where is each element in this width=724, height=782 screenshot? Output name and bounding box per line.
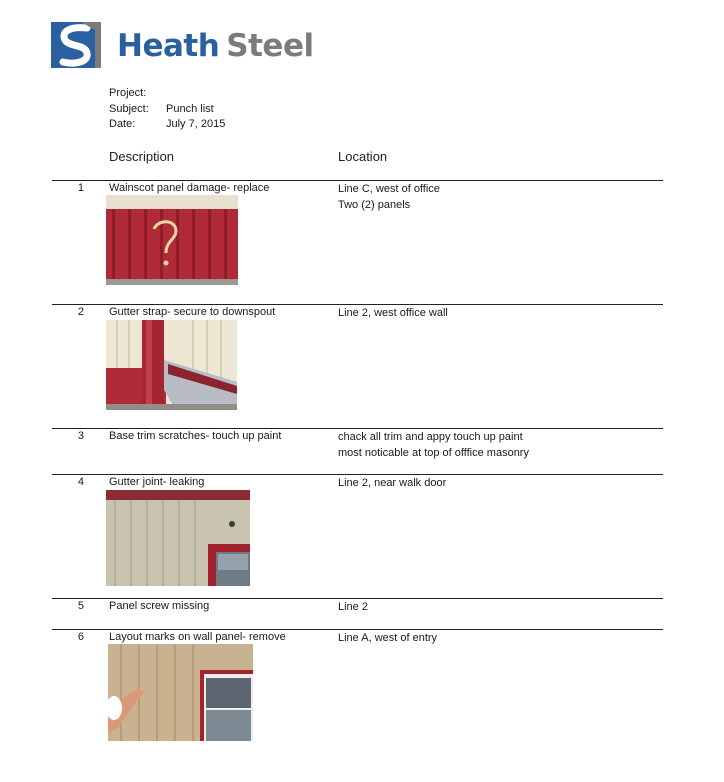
item-number: 4 [77,476,84,488]
item-number: 5 [77,600,84,612]
item-description: Layout marks on wall panel- remove [109,631,286,643]
item-location-line: Two (2) panels [338,199,411,211]
photo-beige-wall-door [106,490,250,586]
item-description: Gutter strap- secure to downspout [109,306,276,318]
item-location-line: chack all trim and appy touch up paint [338,431,523,443]
item-location-line: most noticable at top of offfice masonry [338,447,529,459]
item-location [338,429,529,461]
brand-word-heath: Heath [117,28,220,64]
project-row [109,86,225,102]
item-description: Gutter joint- leaking [109,476,205,488]
brand-word-steel: Steel [226,28,314,64]
item-location [338,599,368,615]
photo-tan-wall-hand [108,644,253,741]
project-label: Project: [109,87,147,99]
item-number: 6 [77,631,84,643]
item-location-line: Line 2, near walk door [338,477,447,489]
s-logo-icon [51,22,101,68]
item-description: Wainscot panel damage- replace [109,182,270,194]
subject-row [109,102,225,118]
date-row [109,117,225,133]
description-column-header: Description [109,149,175,164]
item-description: Panel screw missing [109,600,210,612]
item-location [338,630,437,646]
subject-value: Punch list [166,102,214,115]
brand-name [117,28,314,64]
item-description: Base trim scratches- touch up paint [109,430,282,442]
item-location [338,475,446,491]
photo-downspout-corner [106,320,237,410]
date-value: July 7, 2015 [166,118,226,130]
item-location-line: Line 2, west office wall [338,307,448,319]
item-location [338,181,440,213]
item-number: 3 [77,430,84,442]
document-meta [109,86,225,133]
date-label: Date: [109,118,136,130]
item-number: 2 [77,306,84,318]
item-location-line: Line 2 [338,601,368,613]
subject-label: Subject: [109,102,149,115]
photo-red-wall-question-mark [106,195,238,285]
item-location-line: Line C, west of office [338,183,440,195]
item-number: 1 [77,182,84,194]
item-location-line: Line A, west of entry [338,632,438,644]
location-column-header: Location [338,149,388,164]
item-location [338,305,448,321]
